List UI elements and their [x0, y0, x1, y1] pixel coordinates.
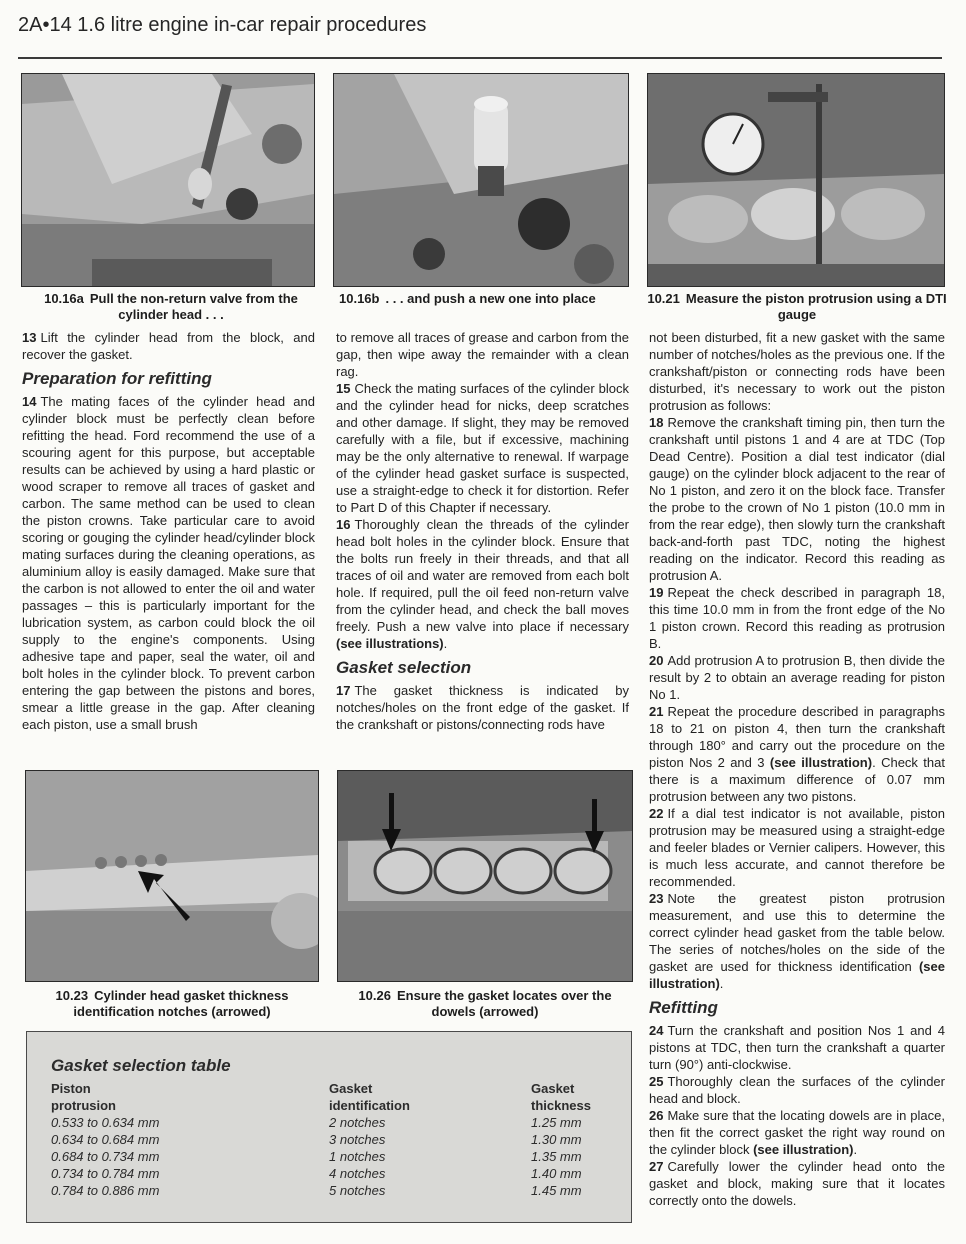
gasket-selection-table [26, 1031, 632, 1223]
paragraph-27: 27 Carefully lower the cylinder head onto the gasket and block, making sure that it locates correctly onto the dowels. [649, 1159, 945, 1208]
table-column-protrusion [51, 1080, 291, 1199]
paragraph-18: 18 Remove the crankshaft timing pin, then turn the crankshaft until pistons 1 and 4 are at TDC (Top Dead Centre). Position a dial test indicator (dial gauge) on the cylinder block adjacent to the rear of No 1 piston, and zero it on the block face. Transfer the probe to the crown of No 1 piston (10.0 mm in from the rear edge), then slowly turn the crankshaft back-and-forth past TDC, noting the highest reading on the indicator. Record this reading as protrusion A. [649, 415, 945, 583]
table-cell: 0.634 to 0.684 mm [51, 1132, 160, 1147]
table-column-identification [329, 1080, 509, 1199]
photo-gasket-notches [25, 770, 319, 982]
paragraph-20: 20 Add protrusion A to protrusion B, then divide the result by 2 to obtain an average reading for piston No 1. [649, 653, 945, 702]
figure-caption-10-21: 10.21 Measure the piston protrusion using a DTI gauge [647, 291, 947, 322]
figure-caption-10-16a: 10.16a Pull the non-return valve from the cylinder head . . . [44, 291, 298, 322]
paragraph-17-continued: not been disturbed, fit a new gasket with the same number of notches/holes as the previous one. If the crankshaft/piston or connecting rods have been disturbed, it's necessary to work out the piston protrusion as follows: [649, 330, 945, 413]
table-cell: 1.25 mm [531, 1115, 582, 1130]
table-cell: 0.684 to 0.734 mm [51, 1149, 160, 1164]
figure-caption-10-26: 10.26 Ensure the gasket locates over the dowels (arrowed) [358, 988, 612, 1019]
paragraph-23: 23 Note the greatest piston protrusion measurement, and use this to determine the correct cylinder head gasket from the table below. The series of notches/holes on the side of the gasket are used for thickness identification (see illustration). [649, 891, 945, 991]
table-cell: 1.40 mm [531, 1166, 582, 1181]
paragraph-14: 14 The mating faces of the cylinder head and cylinder block must be perfectly clean before refitting the head. Ford recommend the use of a scouring agent for this purpose, but acceptable results can be achieved by using a hard plastic or wood scraper to remove all traces of gasket and carbon. The same method can be used to clean the piston crowns. Take particular care to avoid scoring or gouging the cylinder head/cylinder block mating surfaces during the cleaning operations, as aluminium alloy is easily damaged. Make sure that the carbon is not allowed to enter the oil and water passages – this is particularly important for the lubrication system, as carbon could block the oil supply to the engine's components. Using adhesive tape and paper, seal the water, oil and bolt holes in the cylinder block. To prevent carbon entering the gap between the pistons and bores, smear a little grease in the gap. After cleaning each piston, use a small brush [22, 394, 315, 732]
table-cell: 5 notches [329, 1183, 386, 1198]
text-column-2 [336, 329, 629, 733]
table-header: Gasket [531, 1081, 575, 1096]
table-header: identification [329, 1098, 410, 1113]
paragraph-25: 25 Thoroughly clean the surfaces of the cylinder head and block. [649, 1074, 945, 1106]
paragraph-13: 13 Lift the cylinder head from the block, and recover the gasket. [22, 330, 315, 362]
figure-caption-10-16b: 10.16b . . . and push a new one into place [339, 291, 596, 306]
table-title: Gasket selection table [51, 1056, 231, 1075]
table-column-thickness [531, 1080, 621, 1199]
header-rule [18, 57, 942, 59]
text-column-3 [649, 329, 945, 1209]
page-header: 2A•14 1.6 litre engine in-car repair procedures [18, 14, 427, 36]
table-cell: 1.45 mm [531, 1183, 582, 1198]
table-header: thickness [531, 1098, 591, 1113]
photo-new-valve-fitting [333, 73, 629, 287]
table-header: Gasket [329, 1081, 373, 1096]
paragraph-14-continued: to remove all traces of grease and carbon from the gap, then wipe away the remainder with a clean rag. [336, 330, 629, 379]
table-cell: 0.533 to 0.634 mm [51, 1115, 160, 1130]
figure-caption-10-23: 10.23 Cylinder head gasket thickness identification notches (arrowed) [55, 988, 289, 1019]
table-cell: 0.734 to 0.784 mm [51, 1166, 160, 1181]
paragraph-21: 21 Repeat the procedure described in paragraphs 18 to 21 on piston 4, then turn the crankshaft through 180° and carry out the procedure on the piston Nos 2 and 3 (see illustration). Check that there is a maximum difference of 0.07 mm protrusion between any two pistons. [649, 704, 945, 804]
paragraph-17: 17 The gasket thickness is indicated by notches/holes on the front edge of the gasket. If the crankshaft or pistons/connecting rods have [336, 683, 629, 732]
paragraph-16: 16 Thoroughly clean the threads of the cylinder head bolt holes in the cylinder block. Ensure that the bolts run freely in their threads, and that all traces of oil and water are removed from each bolt hole. If required, pull the oil feed non-return valve from the cylinder head, and check the ball moves freely. Push a new valve into place if necessary (see illustrations). [336, 517, 629, 651]
table-header: protrusion [51, 1098, 116, 1113]
table-cell: 2 notches [329, 1115, 386, 1130]
table-cell: 1.35 mm [531, 1149, 582, 1164]
paragraph-22: 22 If a dial test indicator is not available, piston protrusion may be measured using a straight-edge and feeler blades or Vernier calipers. However, this is much less accurate, and cannot therefore be recommended. [649, 806, 945, 889]
text-column-1 [22, 329, 315, 733]
table-cell: 3 notches [329, 1132, 386, 1147]
section-heading-refitting: Refitting [649, 998, 718, 1017]
table-cell: 1.30 mm [531, 1132, 582, 1147]
paragraph-15: 15 Check the mating surfaces of the cylinder block and the cylinder head for nicks, deep scratches and other damage. If slight, they may be removed carefully with a file, but if excessive, machining may be the only alternative to renewal. If warpage of the cylinder head gasket surface is suspected, use a straight-edge to check it for distortion. Refer to Part D of this Chapter if necessary. [336, 381, 629, 515]
photo-non-return-valve-removal [21, 73, 315, 287]
paragraph-24: 24 Turn the crankshaft and position Nos 1 and 4 pistons at TDC, then turn the crankshaft a quarter turn (90°) anti-clockwise. [649, 1023, 945, 1072]
table-header: Piston [51, 1081, 91, 1096]
table-cell: 0.784 to 0.886 mm [51, 1183, 160, 1198]
photo-gasket-dowels [337, 770, 633, 982]
table-cell: 1 notches [329, 1149, 386, 1164]
section-heading-gasket-selection: Gasket selection [336, 658, 472, 677]
paragraph-19: 19 Repeat the check described in paragraph 18, this time 10.0 mm in from the front edge of the No 1 piston crown. Record this reading as protrusion B. [649, 585, 945, 651]
table-cell: 4 notches [329, 1166, 386, 1181]
paragraph-26: 26 Make sure that the locating dowels are in place, then fit the correct gasket the right way round on the cylinder block (see illustration). [649, 1108, 945, 1157]
photo-dti-gauge [647, 73, 945, 287]
section-heading-preparation: Preparation for refitting [22, 369, 212, 388]
